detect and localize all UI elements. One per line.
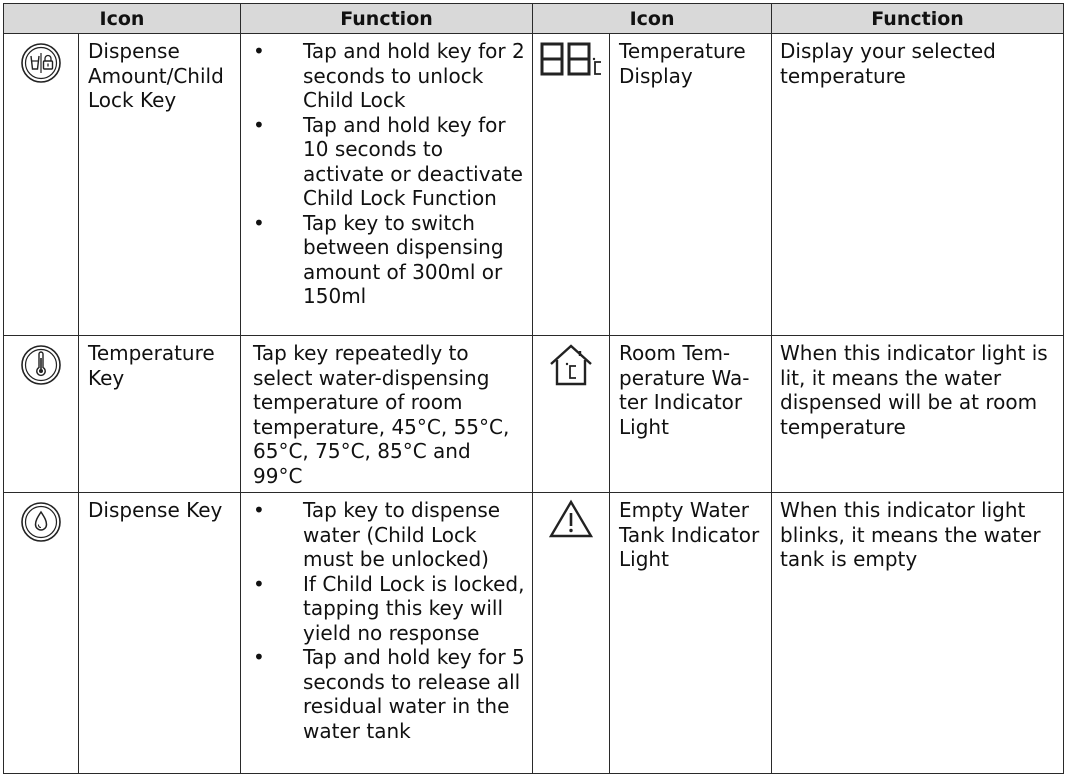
icon-function-table bbox=[3, 3, 1064, 774]
room-temperature-house-icon bbox=[547, 342, 595, 388]
icon-cell bbox=[533, 336, 610, 493]
header-row bbox=[4, 4, 1064, 34]
indicator-function: When this indicator light is lit, it means the water dispensed will be at room temperature bbox=[772, 336, 1064, 493]
icon-cell bbox=[4, 493, 79, 774]
list-item: • Tap key to switch between dispensing amount of 300ml or 150ml bbox=[249, 211, 526, 309]
icon-cell bbox=[4, 34, 79, 336]
water-drop-icon bbox=[20, 501, 62, 543]
temperature-display-icon bbox=[538, 40, 604, 80]
list-item: • Tap and hold key for 5 seconds to release all residual water in the water tank bbox=[249, 645, 526, 743]
list-item: • Tap and hold key for 10 seconds to activate or deactivate Child Lock Function bbox=[249, 113, 526, 211]
indicator-function: When this indicator light blinks, it means the water tank is empty bbox=[772, 493, 1064, 774]
list-item: • Tap key to dispense water (Child Lock must be unlocked) bbox=[249, 498, 526, 572]
key-name: Dispense Amount/Child Lock Key bbox=[79, 34, 241, 336]
bullet-list bbox=[249, 498, 526, 743]
header-icon-right: Icon bbox=[533, 4, 772, 34]
icon-cell bbox=[4, 336, 79, 493]
table-row bbox=[4, 336, 1064, 493]
list-item: • Tap and hold key for 2 seconds to unlock Child Lock bbox=[249, 39, 526, 113]
key-name: Temperature Key bbox=[79, 336, 241, 493]
dispense-amount-child-lock-icon bbox=[20, 42, 62, 84]
list-item: • If Child Lock is locked, tapping this key will yield no response bbox=[249, 572, 526, 646]
table-row bbox=[4, 34, 1064, 336]
bullet-list bbox=[249, 39, 526, 309]
header-function-left: Function bbox=[241, 4, 533, 34]
key-function bbox=[241, 34, 533, 336]
indicator-name: Room Tem-perature Wa-ter Indicator Light bbox=[610, 336, 772, 493]
key-function bbox=[241, 493, 533, 774]
icon-cell bbox=[533, 34, 610, 336]
icon-cell bbox=[533, 493, 610, 774]
thermometer-icon bbox=[20, 344, 62, 386]
indicator-name: Temperature Display bbox=[610, 34, 772, 336]
key-name: Dispense Key bbox=[79, 493, 241, 774]
indicator-name: Empty Water Tank Indicator Light bbox=[610, 493, 772, 774]
warning-triangle-icon bbox=[548, 499, 594, 539]
key-function: Tap key repeatedly to select water-dispensing temperature of room temperature, 45°C, 55°C, 65°C, 75°C, 85°C and 99°C bbox=[241, 336, 533, 493]
header-function-right: Function bbox=[772, 4, 1064, 34]
header-icon-left: Icon bbox=[4, 4, 241, 34]
table-row bbox=[4, 493, 1064, 774]
indicator-function: Display your selected temperature bbox=[772, 34, 1064, 336]
